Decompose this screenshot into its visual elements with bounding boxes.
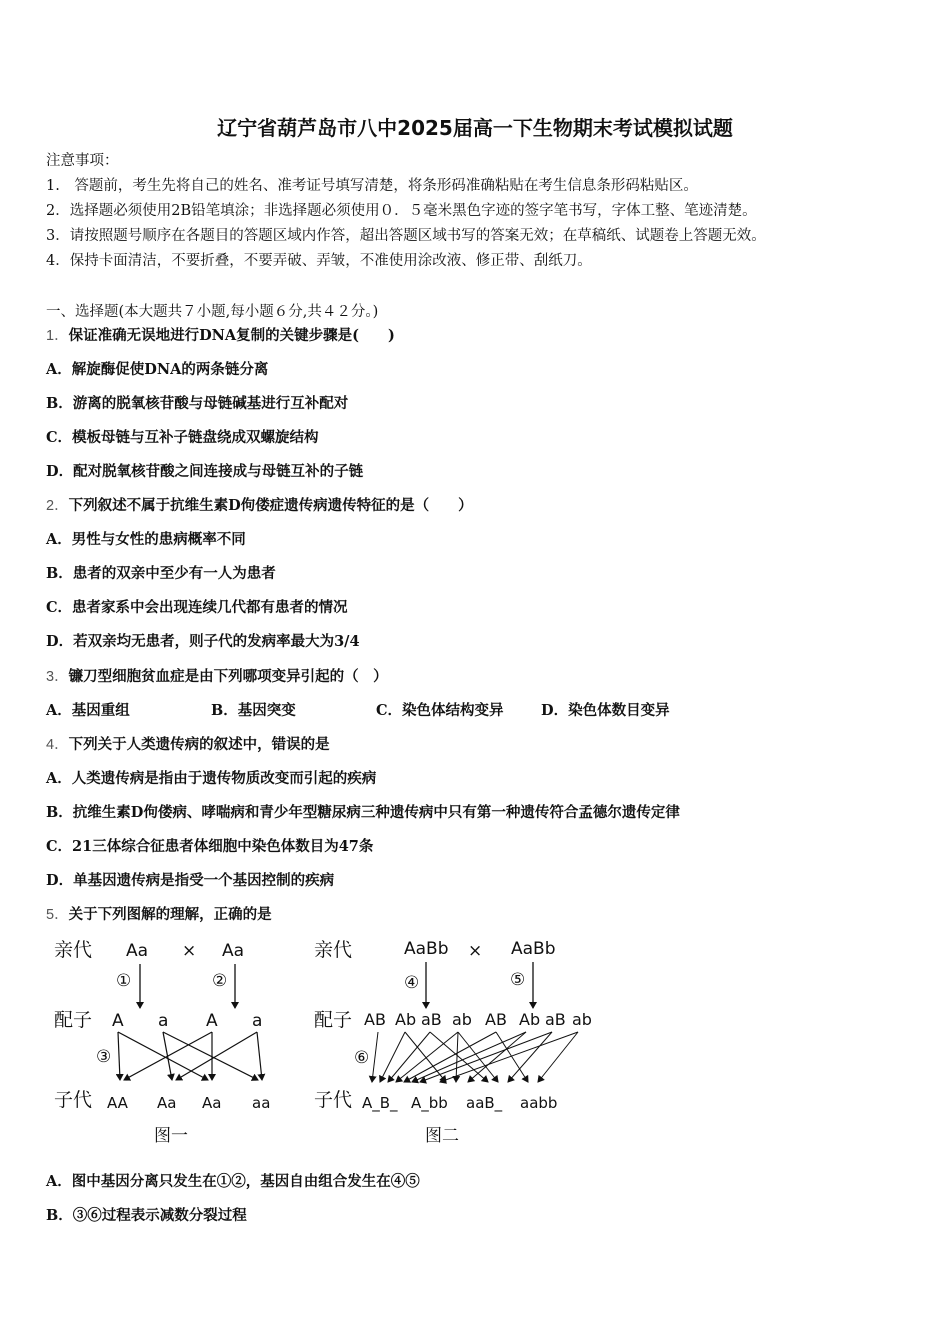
fig1-offspring: Aa: [202, 1094, 222, 1112]
fig1-gamete: a: [252, 1011, 263, 1031]
question-5: [46, 905, 272, 925]
q2-option-b[interactable]: B．患者的双亲中至少有一人为患者: [46, 565, 276, 582]
fig2-cross-arrows: [372, 1032, 578, 1082]
q3-option-c[interactable]: C．染色体结构变异: [376, 702, 504, 719]
figure-2: [314, 939, 592, 1146]
q4-option-b[interactable]: B．抗维生素D佝偻病、哮喘病和青少年型糖尿病三种遗传病中只有第一种遗传符合孟德尔遗传定律: [46, 804, 680, 821]
q1-option-a[interactable]: A．解旋酶促使DNA的两条链分离: [46, 361, 269, 378]
fig2-gamete: ab: [452, 1010, 472, 1029]
fig1-parent-2: Aa: [222, 941, 245, 961]
fig1-step-3: ③: [96, 1047, 112, 1067]
fig2-gamete: AB: [364, 1010, 386, 1029]
q5-option-a[interactable]: A．图中基因分离只发生在①②，基因自由组合发生在④⑤: [46, 1173, 420, 1190]
fig1-gamete: a: [158, 1011, 169, 1031]
page-title: 辽宁省葫芦岛市八中2025届高一下生物期末考试模拟试题: [217, 116, 733, 140]
q3-option-a[interactable]: A．基因重组: [46, 702, 130, 719]
question-stem: 下列叙述不属于抗维生素D佝偻症遗传病遗传特征的是（ ）: [68, 497, 473, 514]
fig1-offspring: Aa: [157, 1094, 177, 1112]
fig2-offspring: aabb: [520, 1094, 558, 1112]
q3-options: [46, 701, 670, 721]
fig2-offspring: A_B_: [362, 1094, 398, 1112]
q2-option-d[interactable]: D．若双亲均无患者，则子代的发病率最大为3/4: [46, 633, 360, 650]
fig2-gamete: aB: [545, 1010, 566, 1029]
question-number: 2．: [46, 498, 69, 514]
fig1-offspring: AA: [107, 1094, 128, 1112]
q1-option-c[interactable]: C．模板母链与互补子链盘绕成双螺旋结构: [46, 429, 319, 446]
notice-heading: 注意事项：: [46, 153, 119, 169]
notice-item-3: 3．请按照题号顺序在各题目的答题区域内作答，超出答题区域书写的答案无效；在草稿纸、试题卷上答题无效。: [46, 228, 766, 244]
fig1-gamete: A: [112, 1011, 124, 1031]
fig2-cross-sign: ×: [468, 941, 483, 961]
fig2-label-gamete: 配子: [314, 1009, 353, 1031]
fig2-gamete: Ab: [519, 1010, 541, 1029]
question-1: [46, 326, 395, 346]
question-3: [46, 667, 388, 687]
fig2-parent-1: AaBb: [404, 939, 449, 959]
fig2-offspring: aaB_: [466, 1094, 503, 1112]
question-2: [46, 496, 473, 516]
fig2-caption: 图二: [425, 1126, 459, 1146]
q4-option-c[interactable]: C．21三体综合征患者体细胞中染色体数目为47条: [46, 838, 374, 855]
fig1-parent-1: Aa: [126, 941, 149, 961]
fig2-gamete: Ab: [395, 1010, 417, 1029]
fig2-offspring: A_bb: [411, 1094, 448, 1112]
fig1-step-2: ②: [212, 971, 228, 991]
q2-option-a[interactable]: A．男性与女性的患病概率不同: [46, 531, 246, 548]
q1-option-b[interactable]: B．游离的脱氧核苷酸与母链碱基进行互补配对: [46, 395, 349, 412]
q3-option-d[interactable]: D．染色体数目变异: [541, 702, 670, 719]
fig2-label-parent: 亲代: [314, 939, 353, 961]
q3-option-b[interactable]: B．基因突变: [211, 702, 296, 719]
fig1-gamete: A: [206, 1011, 218, 1031]
fig2-label-offspring: 子代: [314, 1089, 353, 1111]
question-stem: 保证准确无误地进行DNA复制的关键步骤是( ): [68, 327, 395, 344]
q4-option-d[interactable]: D．单基因遗传病是指受一个基因控制的疾病: [46, 872, 335, 889]
fig1-label-parent: 亲代: [54, 939, 93, 961]
question-number: 5．: [46, 907, 69, 923]
fig2-step-4: ④: [404, 973, 420, 993]
figure-1: [54, 939, 270, 1146]
fig1-caption: 图一: [154, 1126, 188, 1146]
question-stem: 关于下列图解的理解，正确的是: [68, 906, 272, 923]
question-4: [46, 735, 330, 755]
q4-option-a[interactable]: A．人类遗传病是指由于遗传物质改变而引起的疾病: [46, 770, 377, 787]
fig2-gamete: aB: [421, 1010, 442, 1029]
q2-option-c[interactable]: C．患者家系中会出现连续几代都有患者的情况: [46, 599, 348, 616]
fig2-parent-2: AaBb: [511, 939, 556, 959]
notice-item-2: 2．选择题必须使用2B铅笔填涂；非选择题必须使用０．５毫米黑色字迹的签字笔书写，字体工整、笔迹清楚。: [46, 203, 757, 219]
fig2-step-6: ⑥: [354, 1048, 370, 1068]
fig1-cross-sign: ×: [182, 941, 197, 961]
fig1-label-offspring: 子代: [54, 1089, 93, 1111]
question-number: 1．: [46, 328, 69, 344]
section-heading: 一、选择题(本大题共７小题,每小题６分,共４２分。): [46, 304, 379, 320]
fig2-step-5: ⑤: [510, 970, 526, 990]
fig1-cross-arrows: [118, 1032, 262, 1080]
question-number: 3．: [46, 669, 69, 685]
fig2-gamete: AB: [485, 1010, 507, 1029]
question-number: 4．: [46, 737, 69, 753]
fig1-offspring: aa: [252, 1094, 271, 1112]
q1-option-d[interactable]: D．配对脱氧核苷酸之间连接成与母链互补的子链: [46, 463, 364, 480]
fig1-label-gamete: 配子: [54, 1009, 93, 1031]
notice-item-1: 1. 答题前，考生先将自己的姓名、准考证号填写清楚，将条形码准确粘贴在考生信息条形码粘贴区。: [46, 178, 698, 194]
genetics-figure: [0, 930, 950, 1150]
question-stem: 下列关于人类遗传病的叙述中，错误的是: [68, 736, 330, 753]
fig2-gamete: ab: [572, 1010, 592, 1029]
question-stem: 镰刀型细胞贫血症是由下列哪项变异引起的（ ）: [68, 668, 388, 685]
q5-option-b[interactable]: B．③⑥过程表示减数分裂过程: [46, 1207, 247, 1224]
notice-item-4: 4．保持卡面清洁，不要折叠，不要弄破、弄皱，不准使用涂改液、修正带、刮纸刀。: [46, 253, 592, 269]
fig1-step-1: ①: [116, 971, 132, 991]
